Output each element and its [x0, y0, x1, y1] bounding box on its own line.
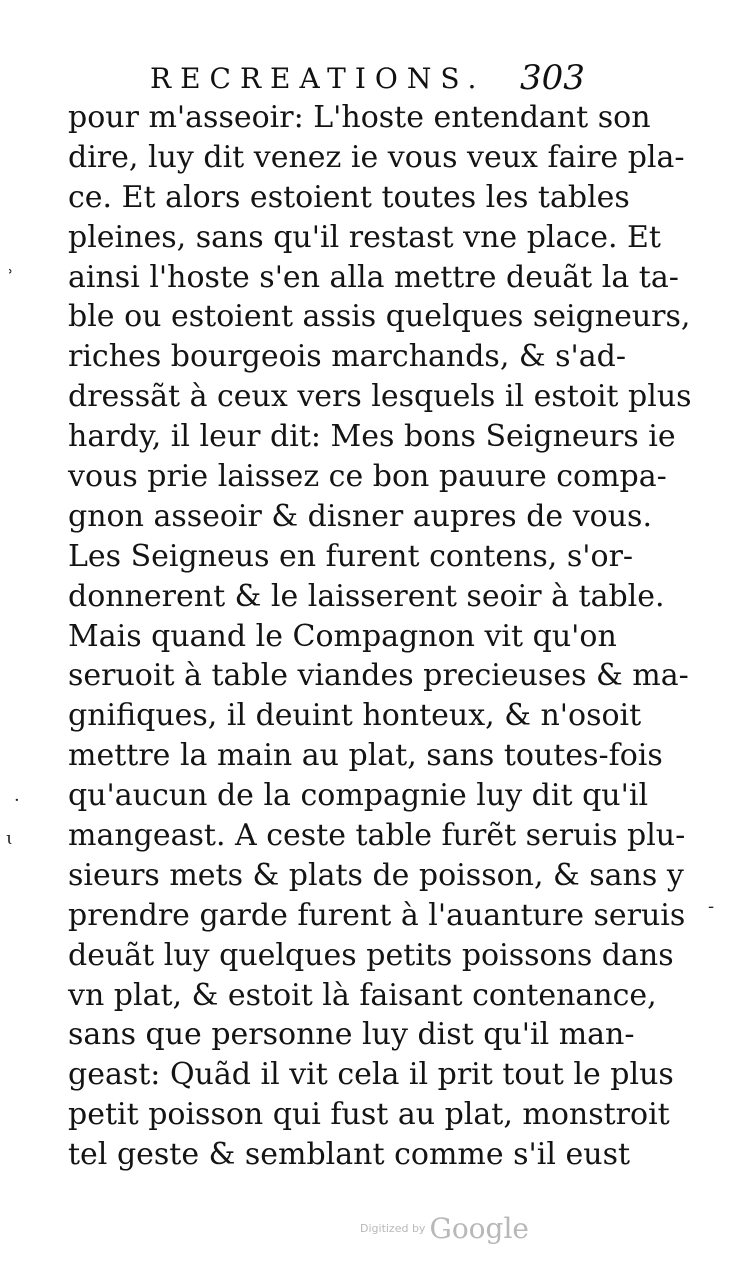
margin-speck: ɩ [6, 828, 14, 849]
text-line: hardy, il leur dit: Mes bons Seigneurs ie [68, 419, 676, 455]
text-line: seruoit à table viandes precieuses & ma- [68, 658, 689, 694]
page-number: 303 [520, 58, 585, 98]
text-line: donnerent & le laisserent seoir à table. [68, 578, 665, 614]
text-line: ainsi l'hoste s'en alla mettre deuãt la ta- [68, 259, 679, 295]
margin-speck: · [14, 790, 20, 811]
text-line: gnifiques, il deuint honteux, & n'osoit [68, 698, 642, 734]
google-logo: Google [429, 1212, 529, 1245]
text-line: gnon asseoir & disner aupres de vous. [68, 498, 652, 534]
text-line: pleines, sans qu'il restast vne place. Et [68, 219, 661, 255]
text-line: pour m'asseoir: L'hoste entendant son [68, 100, 651, 135]
text-line: prendre garde furent à l'auanture seruis [68, 897, 686, 933]
text-line: geast: Quãd il vit cela il prit tout le plus [68, 1057, 674, 1093]
body-text [68, 98, 692, 1175]
watermark-prefix: Digitized by [360, 1222, 426, 1235]
text-line: vous prie laissez ce bon pauure compa- [68, 459, 667, 495]
text-line: vn plat, & estoit là faisant contenance, [68, 977, 657, 1013]
text-line: riches bourgeois marchands, & s'ad- [68, 339, 627, 375]
digitized-watermark [360, 1212, 540, 1252]
text-line: tel geste & semblant comme s'il eust [68, 1137, 631, 1173]
text-line: dressãt à ceux vers lesquels il estoit plus [68, 379, 692, 415]
text-line: Les Seigneus en furent contens, s'or- [68, 538, 634, 574]
text-line: ble ou estoient assis quelques seigneurs, [68, 299, 691, 335]
text-line: qu'aucun de la compagnie luy dit qu'il [68, 778, 649, 814]
text-line: petit poisson qui fust au plat, monstroit [68, 1097, 670, 1133]
text-line: dire, luy dit venez ie vous veux faire pla- [68, 139, 685, 175]
page-header [150, 58, 590, 102]
text-line: sieurs mets & plats de poisson, & sans y [68, 857, 684, 893]
text-line: mettre la main au plat, sans toutes-fois [68, 738, 663, 774]
running-head: RECREATIONS. [150, 62, 486, 95]
text-line: deuãt luy quelques petits poissons dans [68, 937, 674, 973]
margin-speck: - [708, 896, 715, 917]
text-line: sans que personne luy dist qu'il man- [68, 1017, 635, 1053]
margin-speck: ˒ [8, 262, 14, 283]
text-line: mangeast. A ceste table furẽt seruis plu- [68, 818, 686, 854]
text-line: Mais quand le Compagnon vit qu'on [68, 618, 617, 654]
text-line: ce. Et alors estoient toutes les tables [68, 179, 630, 215]
